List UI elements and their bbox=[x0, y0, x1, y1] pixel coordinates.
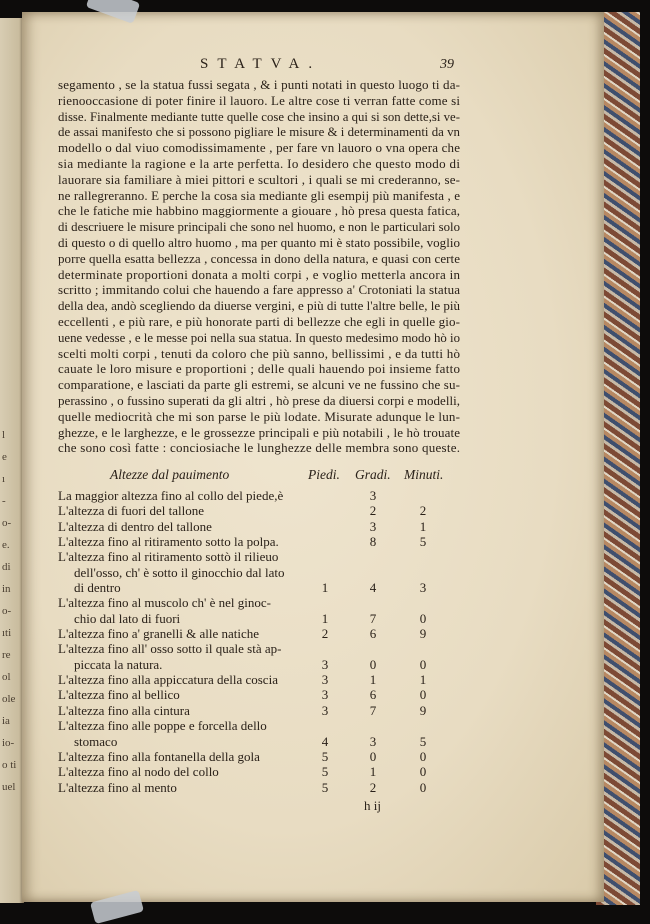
facing-page-fragment: o ti bbox=[2, 759, 17, 771]
cell-gradi: 6 bbox=[369, 687, 377, 703]
table-row bbox=[58, 611, 458, 626]
row-label: L'altezza fino al mento bbox=[58, 779, 177, 795]
body-text bbox=[58, 77, 460, 456]
row-label: stomaco bbox=[74, 733, 118, 749]
cell-piedi: 3 bbox=[321, 672, 329, 688]
text-line: scelti molti corpi , tenuti da coloro che più sanno, bellissimi , e da tutti hò bbox=[58, 345, 461, 361]
running-head: STATVA. bbox=[200, 56, 322, 72]
facing-page-edge bbox=[0, 18, 24, 903]
facing-page-fragment: ı bbox=[2, 473, 6, 485]
text-line: della dea, andò scegliendo da diuerse vergini, e più di tutte l'altre belle, le più bbox=[58, 298, 461, 314]
row-label: L'altezza di fuori del tallone bbox=[58, 503, 204, 519]
text-line: porre quella esatta bellezza , concessa in dono della natura, e quasi con certe bbox=[58, 250, 461, 266]
measurements-table bbox=[58, 488, 458, 795]
facing-page-fragment: ıti bbox=[2, 627, 12, 639]
text-line: eccellenti , e più rare, e più honorate parti di bellezze che egli in quelle gio- bbox=[58, 313, 461, 329]
header-gradi: Gradi. bbox=[355, 467, 391, 482]
cell-piedi: 5 bbox=[321, 779, 329, 795]
row-label: L'altezza fino alla appiccatura della coscia bbox=[58, 672, 278, 688]
facing-page-fragment: e bbox=[2, 451, 7, 463]
table-row bbox=[58, 641, 458, 656]
row-label: L'altezza fino alla fontanella della gola bbox=[58, 748, 260, 764]
text-line: modello o dal viuo comodissimamente , per fare vn lauoro o vna opera che bbox=[58, 140, 461, 156]
row-label: piccata la natura. bbox=[74, 656, 163, 672]
cell-minuti: 0 bbox=[419, 610, 427, 626]
cell-piedi: 3 bbox=[321, 656, 329, 672]
cell-minuti: 0 bbox=[419, 687, 427, 703]
row-label: L'altezza fino al muscolo ch' è nel ginoc- bbox=[58, 595, 271, 611]
text-line: de assai manifesto che si possono pigliare le misure & i determinamenti da vn bbox=[58, 124, 460, 140]
cell-gradi: 7 bbox=[369, 610, 377, 626]
signature-mark: h ij bbox=[364, 798, 381, 813]
table-row bbox=[58, 549, 458, 564]
text-line: di questo o di quello altro huomo , ma per quanto mi è stato possibile, voglio bbox=[58, 234, 461, 250]
table-row bbox=[58, 519, 458, 534]
text-line: di descriuere le misure principali che sono nel huomo, e non le particulari solo bbox=[58, 219, 460, 235]
cell-piedi: 1 bbox=[321, 610, 329, 626]
facing-page-fragment: o- bbox=[2, 605, 12, 617]
table-row bbox=[58, 687, 458, 702]
facing-page-fragment: ole bbox=[2, 693, 16, 705]
text-line: rienooccasione di poter finire il lauoro. Le altre cose ti verran fatte come si bbox=[58, 92, 461, 108]
text-line: ghezze, e le larghezze, e le grossezze principali e più notabili , le hò trouate bbox=[58, 424, 461, 440]
row-label: L'altezza fino al bellico bbox=[58, 687, 180, 703]
table-row bbox=[58, 503, 458, 518]
table-row bbox=[58, 488, 458, 503]
table-row bbox=[58, 626, 458, 641]
cell-gradi: 7 bbox=[369, 702, 377, 718]
table-row bbox=[58, 595, 458, 610]
cell-gradi: 0 bbox=[369, 656, 377, 672]
table-row bbox=[58, 764, 458, 779]
cell-gradi: 3 bbox=[369, 518, 377, 534]
row-label: di dentro bbox=[74, 580, 121, 596]
facing-page-fragment: io- bbox=[2, 737, 15, 749]
table-row bbox=[58, 718, 458, 733]
text-line: quelle mediocrità che mi son parse le più lodate. Misurate adunque le lun- bbox=[58, 408, 461, 424]
cell-piedi: 4 bbox=[321, 733, 329, 749]
cell-minuti: 2 bbox=[419, 503, 427, 519]
cell-minuti: 0 bbox=[419, 779, 427, 795]
text-line: comparatione, e lasciati da parte gli estremi, se alcuni ve ne fussino che su- bbox=[58, 377, 461, 393]
table-row bbox=[58, 565, 458, 580]
row-label: L'altezza fino al ritiramento sottò il rilieuo bbox=[58, 549, 279, 565]
facing-page-fragment: l bbox=[2, 429, 6, 441]
row-label: L'altezza fino al ritiramento sotto la polpa. bbox=[58, 534, 279, 550]
cell-gradi: 2 bbox=[369, 779, 377, 795]
cell-gradi: 4 bbox=[369, 580, 377, 596]
cell-minuti: 0 bbox=[419, 764, 427, 780]
table-row bbox=[58, 534, 458, 549]
text-line: scritto ; immitando colui che hauendo a fare appresso a' Crotoniati la statua bbox=[58, 282, 461, 298]
text-line: sia mediante la ragione e la arte perfetta. Io desidero che questo modo di bbox=[58, 155, 461, 171]
table-row bbox=[58, 657, 458, 672]
text-line: determinate proportioni donata a molti corpi , e voglio metterla ancora in bbox=[58, 266, 461, 282]
cell-piedi: 5 bbox=[321, 748, 329, 764]
table-row bbox=[58, 780, 458, 795]
row-label: L'altezza fino a' granelli & alle natiche bbox=[58, 626, 260, 642]
text-line: ne rallegreranno. E perche la cosa sia mediante gli esempij più manifesta , e bbox=[58, 187, 461, 203]
table-row bbox=[58, 734, 458, 749]
cell-piedi: 2 bbox=[321, 626, 329, 642]
text-line: lauorare sia familiare à miei pittori e scultori , i quali se mi crederanno, se- bbox=[58, 171, 461, 187]
cell-gradi: 3 bbox=[369, 488, 377, 503]
cell-minuti: 0 bbox=[419, 656, 427, 672]
table-row bbox=[58, 580, 458, 595]
facing-page-fragment: ia bbox=[2, 715, 10, 727]
text-line: uene vedesse , e le messe poi nella sua statua. In questo medesimo modo hò io bbox=[58, 329, 460, 345]
facing-page-fragment: ol bbox=[2, 671, 11, 683]
row-label: La maggior altezza fino al collo del piede,è bbox=[58, 488, 284, 503]
text-line: segamento , se la statua fussi segata , & i punti notati in questo luogo ti da- bbox=[58, 77, 461, 92]
text-line: disse. Finalmente mediante tutte quelle cose che insino a qui si son dette,si ve- bbox=[58, 108, 460, 124]
facing-page-fragment: - bbox=[2, 495, 6, 507]
cell-gradi: 0 bbox=[369, 748, 377, 764]
cell-minuti: 3 bbox=[419, 580, 427, 596]
row-label: L'altezza fino alle poppe e forcella dello bbox=[58, 718, 267, 734]
header-label: Altezze dal pauimento bbox=[110, 467, 230, 482]
row-label: chio dal lato di fuori bbox=[74, 610, 181, 626]
cell-piedi: 5 bbox=[321, 764, 329, 780]
cell-piedi: 3 bbox=[321, 687, 329, 703]
facing-page-fragment: di bbox=[2, 561, 11, 573]
cell-piedi: 3 bbox=[321, 702, 329, 718]
cell-gradi: 3 bbox=[369, 733, 377, 749]
text-line: che sono così fatte : conciosiache le lunghezze delle membra sono queste. bbox=[58, 440, 461, 456]
table-header bbox=[58, 466, 458, 483]
page-number: 39 bbox=[440, 57, 454, 72]
cell-gradi: 8 bbox=[369, 534, 377, 550]
table-row bbox=[58, 749, 458, 764]
cell-gradi: 1 bbox=[369, 672, 377, 688]
cell-gradi: 1 bbox=[369, 764, 377, 780]
cell-minuti: 9 bbox=[419, 626, 427, 642]
row-label: dell'osso, ch' è sotto il ginocchio dal lato bbox=[74, 564, 285, 580]
cell-minuti: 1 bbox=[419, 518, 427, 534]
facing-page-fragment: in bbox=[2, 583, 11, 595]
cell-gradi: 6 bbox=[369, 626, 377, 642]
facing-page-fragment: o- bbox=[2, 517, 12, 529]
text-line: che le fatiche mie habbino maggiormente a giouare , hò presa questa fatica, bbox=[58, 203, 461, 219]
table-row bbox=[58, 703, 458, 718]
cell-piedi: 1 bbox=[321, 580, 329, 596]
row-label: L'altezza fino all' osso sotto il quale stà ap- bbox=[58, 641, 282, 657]
cell-minuti: 0 bbox=[419, 748, 427, 764]
table-row bbox=[58, 672, 458, 687]
cell-minuti: 5 bbox=[419, 534, 427, 550]
cell-gradi: 2 bbox=[369, 503, 377, 519]
facing-page-fragment: uel bbox=[2, 781, 16, 793]
cell-minuti: 5 bbox=[419, 733, 427, 749]
row-label: L'altezza fino al nodo del collo bbox=[58, 764, 219, 780]
facing-page-fragment: e. bbox=[2, 539, 10, 551]
cell-minuti: 9 bbox=[419, 702, 427, 718]
header-minuti: Minuti. bbox=[404, 467, 444, 482]
header-piedi: Piedi. bbox=[308, 467, 340, 482]
text-line: cauate le loro misure e proportioni ; delle quali hauendo poi insieme fatto bbox=[58, 361, 461, 377]
cell-minuti: 1 bbox=[419, 672, 427, 688]
facing-page-fragment: re bbox=[2, 649, 11, 661]
row-label: L'altezza fino alla cintura bbox=[58, 702, 190, 718]
row-label: L'altezza di dentro del tallone bbox=[58, 518, 212, 534]
text-line: perassino , o fussino superati da gli altri , hò prese da diuersi corpi e modelli, bbox=[58, 392, 461, 408]
